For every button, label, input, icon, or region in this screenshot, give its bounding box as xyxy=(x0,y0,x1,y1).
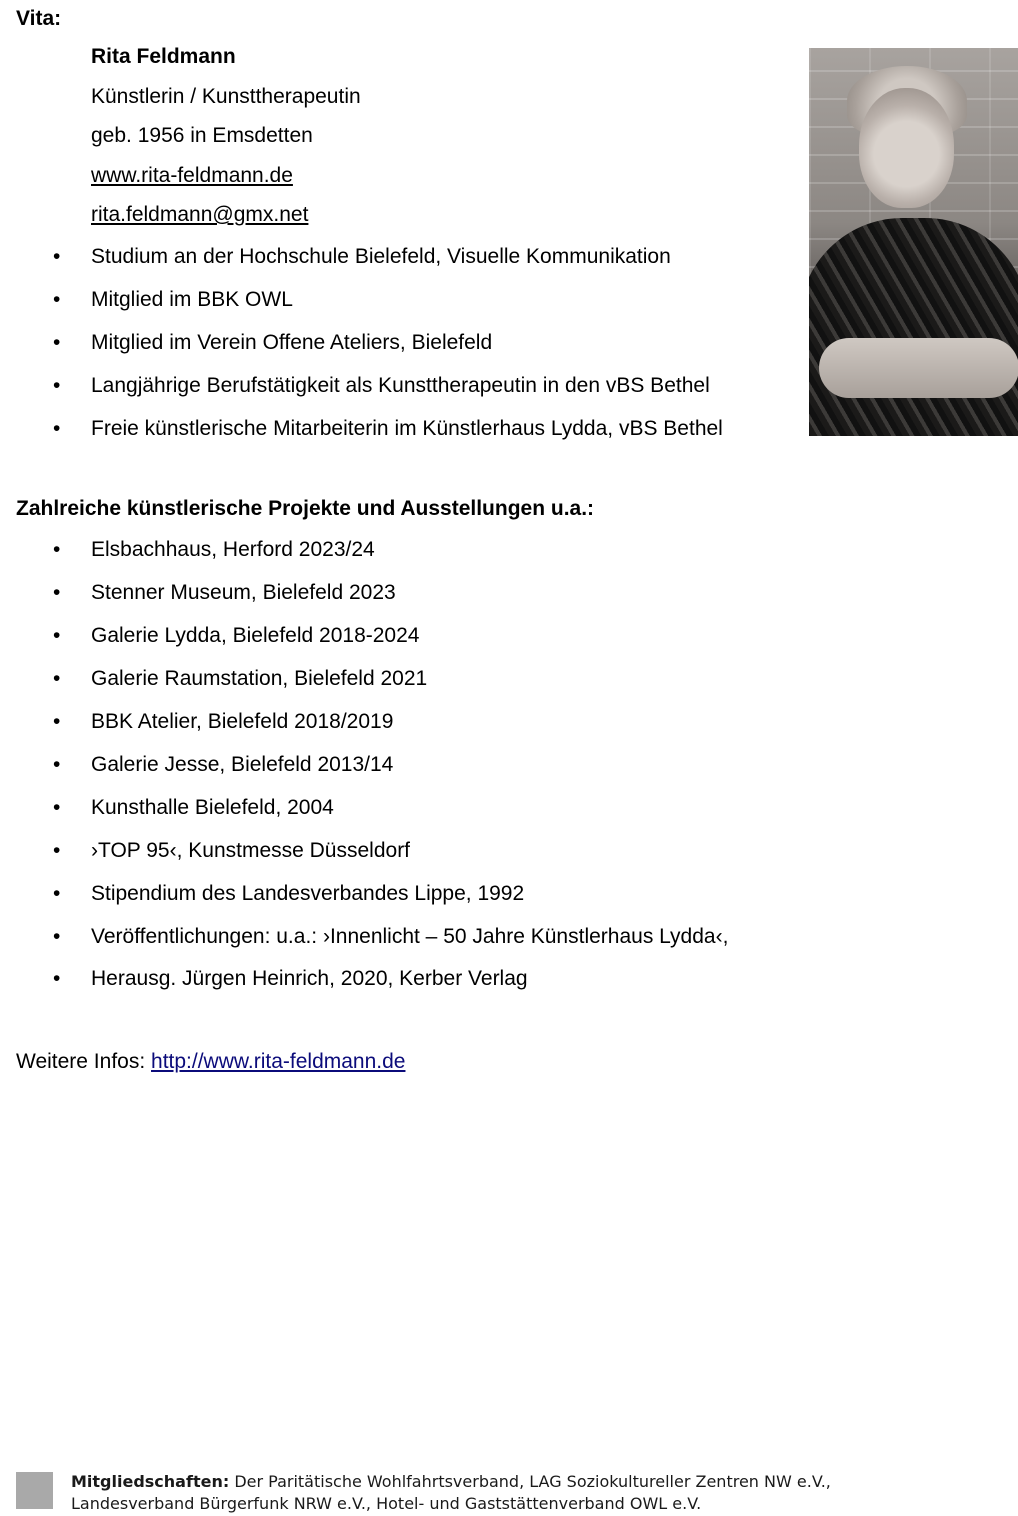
bullet-icon: • xyxy=(53,667,61,690)
bullet-icon: • xyxy=(53,581,61,604)
artist-profession: Künstlerin / Kunsttherapeutin xyxy=(91,85,361,108)
bullet-icon: • xyxy=(53,710,61,733)
list-item-text: Herausg. Jürgen Heinrich, 2020, Kerber Verlag xyxy=(91,967,528,990)
list-item-text: Galerie Raumstation, Bielefeld 2021 xyxy=(91,667,428,690)
bullet-icon: • xyxy=(53,417,61,440)
footer-line-2: Landesverband Bürgerfunk NRW e.V., Hotel- und Gaststättenverband OWL e.V. xyxy=(71,1494,702,1513)
bullet-icon: • xyxy=(53,245,61,268)
footer-line-1 xyxy=(71,1471,831,1493)
list-item-text: Mitglied im Verein Offene Ateliers, Bielefeld xyxy=(91,331,493,354)
bullet-icon: • xyxy=(53,967,61,990)
website-link[interactable]: www.rita-feldmann.de xyxy=(91,164,293,187)
footer-square-icon xyxy=(16,1472,53,1509)
list-item-text: Studium an der Hochschule Bielefeld, Visuelle Kommunikation xyxy=(91,245,671,268)
bullet-icon: • xyxy=(53,624,61,647)
list-item-text: Stenner Museum, Bielefeld 2023 xyxy=(91,581,396,604)
bullet-icon: • xyxy=(53,753,61,776)
artist-birth: geb. 1956 in Emsdetten xyxy=(91,124,313,147)
more-info-label: Weitere Infos: xyxy=(16,1050,152,1073)
projects-heading: Zahlreiche künstlerische Projekte und Ausstellungen u.a.: xyxy=(16,497,595,520)
list-item-text: ›TOP 95‹, Kunstmesse Düsseldorf xyxy=(91,839,411,862)
list-item-text: Langjährige Berufstätigkeit als Kunsttherapeutin in den vBS Bethel xyxy=(91,374,710,397)
bullet-icon: • xyxy=(53,839,61,862)
footer-label: Mitgliedschaften: xyxy=(71,1472,230,1491)
bullet-icon: • xyxy=(53,331,61,354)
bullet-icon: • xyxy=(53,374,61,397)
more-info xyxy=(16,1049,405,1075)
bullet-icon: • xyxy=(53,796,61,819)
bullet-icon: • xyxy=(53,288,61,311)
more-info-link[interactable]: http://www.rita-feldmann.de xyxy=(151,1050,406,1073)
bullet-icon: • xyxy=(53,882,61,905)
bullet-icon: • xyxy=(53,538,61,561)
portrait-photo xyxy=(809,48,1018,436)
list-item-text: Stipendium des Landesverbandes Lippe, 1992 xyxy=(91,882,525,905)
list-item-text: Freie künstlerische Mitarbeiterin im Künstlerhaus Lydda, vBS Bethel xyxy=(91,417,723,440)
list-item-text: Elsbachhaus, Herford 2023/24 xyxy=(91,538,375,561)
list-item-text: Kunsthalle Bielefeld, 2004 xyxy=(91,796,334,819)
list-item-text: Veröffentlichungen: u.a.: ›Innenlicht – 50 Jahre Künstlerhaus Lydda‹, xyxy=(91,925,729,948)
memberships-footer xyxy=(71,1471,831,1515)
list-item-text: Galerie Lydda, Bielefeld 2018-2024 xyxy=(91,624,420,647)
bullet-icon: • xyxy=(53,925,61,948)
vita-heading: Vita: xyxy=(16,7,62,30)
list-item-text: Mitglied im BBK OWL xyxy=(91,288,293,311)
list-item-text: BBK Atelier, Bielefeld 2018/2019 xyxy=(91,710,394,733)
list-item-text: Galerie Jesse, Bielefeld 2013/14 xyxy=(91,753,394,776)
footer-line1-text: Der Paritätische Wohlfahrtsverband, LAG Soziokultureller Zentren NW e.V., xyxy=(229,1472,831,1491)
artist-name: Rita Feldmann xyxy=(91,45,236,68)
email-link[interactable]: rita.feldmann@gmx.net xyxy=(91,203,309,226)
